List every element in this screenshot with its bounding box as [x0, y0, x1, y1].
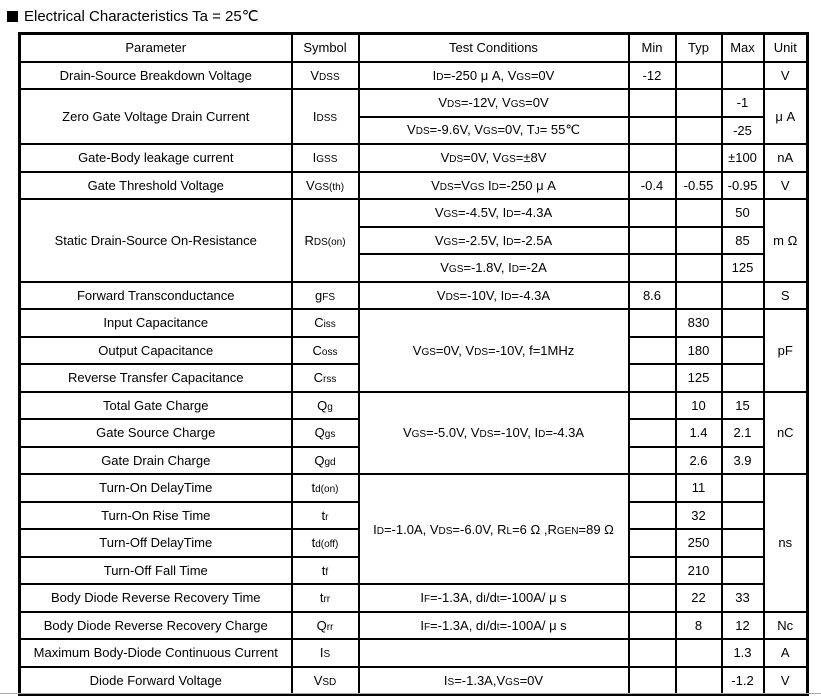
- min-cell: [629, 254, 676, 282]
- max-cell: -1: [722, 89, 764, 117]
- min-cell: [629, 419, 676, 447]
- max-cell: [722, 529, 764, 557]
- cond-cell: VDS=-12V, VGS=0V: [359, 89, 629, 117]
- param-cell: Turn-On Rise Time: [20, 502, 292, 530]
- min-cell: [629, 639, 676, 667]
- typ-cell: [676, 639, 722, 667]
- max-cell: ±100: [722, 144, 764, 172]
- param-cell: Static Drain-Source On-Resistance: [20, 199, 292, 282]
- param-cell: Turn-Off Fall Time: [20, 557, 292, 585]
- table-row: [20, 474, 808, 502]
- typ-cell: [676, 144, 722, 172]
- min-cell: -12: [629, 62, 676, 90]
- param-cell: Gate Drain Charge: [20, 447, 292, 475]
- max-cell: 1.3: [722, 639, 764, 667]
- param-cell: Gate Threshold Voltage: [20, 172, 292, 200]
- electrical-characteristics-table: [18, 32, 809, 696]
- min-cell: [629, 529, 676, 557]
- typ-cell: 210: [676, 557, 722, 585]
- table-row: [20, 144, 808, 172]
- table-row: [20, 282, 808, 310]
- max-cell: [722, 309, 764, 337]
- min-cell: [629, 612, 676, 640]
- page-divider: [0, 693, 821, 694]
- max-cell: [722, 62, 764, 90]
- typ-cell: [676, 89, 722, 117]
- param-cell: Gate-Body leakage current: [20, 144, 292, 172]
- symbol-cell: tf: [292, 557, 359, 585]
- typ-cell: [676, 117, 722, 145]
- param-cell: Output Capacitance: [20, 337, 292, 365]
- table-row: [20, 639, 808, 667]
- cond-cell: ID=-1.0A, VDS=-6.0V, RL=6 Ω ,RGEN=89 Ω: [359, 474, 629, 584]
- max-cell: 85: [722, 227, 764, 255]
- param-cell: Total Gate Charge: [20, 392, 292, 420]
- typ-cell: [676, 254, 722, 282]
- table-row: [20, 392, 808, 420]
- param-cell: Drain-Source Breakdown Voltage: [20, 62, 292, 90]
- max-cell: 50: [722, 199, 764, 227]
- table-row: [20, 172, 808, 200]
- max-cell: 12: [722, 612, 764, 640]
- col-header-symbol: Symbol: [292, 34, 359, 62]
- cond-cell: IF=-1.3A, dI/dt=-100A/ μ s: [359, 612, 629, 640]
- symbol-cell: IS: [292, 639, 359, 667]
- typ-cell: -0.55: [676, 172, 722, 200]
- min-cell: -0.4: [629, 172, 676, 200]
- cond-cell: VDS=0V, VGS=±8V: [359, 144, 629, 172]
- min-cell: [629, 144, 676, 172]
- cond-cell: VDS=-10V, ID=-4.3A: [359, 282, 629, 310]
- cond-cell: [359, 639, 629, 667]
- table-row: [20, 612, 808, 640]
- symbol-cell: Qgd: [292, 447, 359, 475]
- param-cell: Zero Gate Voltage Drain Current: [20, 89, 292, 144]
- min-cell: 8.6: [629, 282, 676, 310]
- symbol-cell: Crss: [292, 364, 359, 392]
- col-header-min: Min: [629, 34, 676, 62]
- header-row: [20, 34, 808, 62]
- unit-cell: nA: [764, 144, 808, 172]
- param-cell: Input Capacitance: [20, 309, 292, 337]
- typ-cell: 10: [676, 392, 722, 420]
- max-cell: -25: [722, 117, 764, 145]
- typ-cell: [676, 62, 722, 90]
- cond-cell: VDS=-9.6V, VGS=0V, TJ= 55℃: [359, 117, 629, 145]
- max-cell: [722, 337, 764, 365]
- max-cell: [722, 502, 764, 530]
- max-cell: -1.2: [722, 667, 764, 695]
- typ-cell: 1.4: [676, 419, 722, 447]
- max-cell: 3.9: [722, 447, 764, 475]
- symbol-cell: IDSS: [292, 89, 359, 144]
- typ-cell: 830: [676, 309, 722, 337]
- cond-cell: VDS=VGS ID=-250 μ A: [359, 172, 629, 200]
- param-cell: Diode Forward Voltage: [20, 667, 292, 695]
- typ-cell: 32: [676, 502, 722, 530]
- cond-cell: VGS=-4.5V, ID=-4.3A: [359, 199, 629, 227]
- table-row: [20, 667, 808, 695]
- min-cell: [629, 447, 676, 475]
- unit-cell: Nc: [764, 612, 808, 640]
- col-header-max: Max: [722, 34, 764, 62]
- table-row: [20, 89, 808, 117]
- table-row: [20, 584, 808, 612]
- typ-cell: 2.6: [676, 447, 722, 475]
- max-cell: 125: [722, 254, 764, 282]
- param-cell: Gate Source Charge: [20, 419, 292, 447]
- symbol-cell: td(on): [292, 474, 359, 502]
- max-cell: 2.1: [722, 419, 764, 447]
- symbol-cell: Coss: [292, 337, 359, 365]
- typ-cell: [676, 227, 722, 255]
- typ-cell: [676, 667, 722, 695]
- symbol-cell: Ciss: [292, 309, 359, 337]
- max-cell: 15: [722, 392, 764, 420]
- symbol-cell: td(off): [292, 529, 359, 557]
- min-cell: [629, 364, 676, 392]
- section-bullet-icon: [7, 11, 18, 22]
- max-cell: 33: [722, 584, 764, 612]
- min-cell: [629, 89, 676, 117]
- symbol-cell: RDS(on): [292, 199, 359, 282]
- unit-cell: S: [764, 282, 808, 310]
- table-row: [20, 199, 808, 227]
- max-cell: [722, 557, 764, 585]
- min-cell: [629, 557, 676, 585]
- typ-cell: 250: [676, 529, 722, 557]
- cond-cell: ID=-250 μ A, VGS=0V: [359, 62, 629, 90]
- max-cell: [722, 474, 764, 502]
- symbol-cell: VDSS: [292, 62, 359, 90]
- section-header: [0, 0, 821, 26]
- symbol-cell: Qrr: [292, 612, 359, 640]
- unit-cell: m Ω: [764, 199, 808, 282]
- table-row: [20, 62, 808, 90]
- min-cell: [629, 227, 676, 255]
- col-header-conditions: Test Conditions: [359, 34, 629, 62]
- symbol-cell: VGS(th): [292, 172, 359, 200]
- typ-cell: 125: [676, 364, 722, 392]
- param-cell: Reverse Transfer Capacitance: [20, 364, 292, 392]
- min-cell: [629, 117, 676, 145]
- col-header-unit: Unit: [764, 34, 808, 62]
- unit-cell: V: [764, 62, 808, 90]
- cond-cell: VGS=-1.8V, ID=-2A: [359, 254, 629, 282]
- symbol-cell: trr: [292, 584, 359, 612]
- param-cell: Body Diode Reverse Recovery Time: [20, 584, 292, 612]
- max-cell: -0.95: [722, 172, 764, 200]
- typ-cell: 11: [676, 474, 722, 502]
- max-cell: [722, 364, 764, 392]
- param-cell: Body Diode Reverse Recovery Charge: [20, 612, 292, 640]
- param-cell: Forward Transconductance: [20, 282, 292, 310]
- page-title: Electrical Characteristics Ta = 25℃: [24, 8, 259, 25]
- unit-cell: A: [764, 639, 808, 667]
- symbol-cell: gFS: [292, 282, 359, 310]
- typ-cell: 8: [676, 612, 722, 640]
- symbol-cell: Qgs: [292, 419, 359, 447]
- min-cell: [629, 667, 676, 695]
- symbol-cell: tr: [292, 502, 359, 530]
- min-cell: [629, 337, 676, 365]
- cond-cell: IS=-1.3A,VGS=0V: [359, 667, 629, 695]
- min-cell: [629, 199, 676, 227]
- typ-cell: [676, 282, 722, 310]
- symbol-cell: IGSS: [292, 144, 359, 172]
- symbol-cell: Qg: [292, 392, 359, 420]
- typ-cell: [676, 199, 722, 227]
- unit-cell: ns: [764, 474, 808, 612]
- cond-cell: VGS=-2.5V, ID=-2.5A: [359, 227, 629, 255]
- unit-cell: pF: [764, 309, 808, 392]
- param-cell: Turn-Off DelayTime: [20, 529, 292, 557]
- min-cell: [629, 502, 676, 530]
- unit-cell: V: [764, 172, 808, 200]
- unit-cell: μ A: [764, 89, 808, 144]
- min-cell: [629, 584, 676, 612]
- max-cell: [722, 282, 764, 310]
- cond-cell: VGS=0V, VDS=-10V, f=1MHz: [359, 309, 629, 392]
- unit-cell: nC: [764, 392, 808, 475]
- param-cell: Maximum Body-Diode Continuous Current: [20, 639, 292, 667]
- symbol-cell: VSD: [292, 667, 359, 695]
- min-cell: [629, 392, 676, 420]
- typ-cell: 22: [676, 584, 722, 612]
- unit-cell: V: [764, 667, 808, 695]
- table-row: [20, 309, 808, 337]
- cond-cell: VGS=-5.0V, VDS=-10V, ID=-4.3A: [359, 392, 629, 475]
- col-header-typ: Typ: [676, 34, 722, 62]
- cond-cell: IF=-1.3A, dI/dt=-100A/ μ s: [359, 584, 629, 612]
- min-cell: [629, 474, 676, 502]
- col-header-parameter: Parameter: [20, 34, 292, 62]
- min-cell: [629, 309, 676, 337]
- typ-cell: 180: [676, 337, 722, 365]
- param-cell: Turn-On DelayTime: [20, 474, 292, 502]
